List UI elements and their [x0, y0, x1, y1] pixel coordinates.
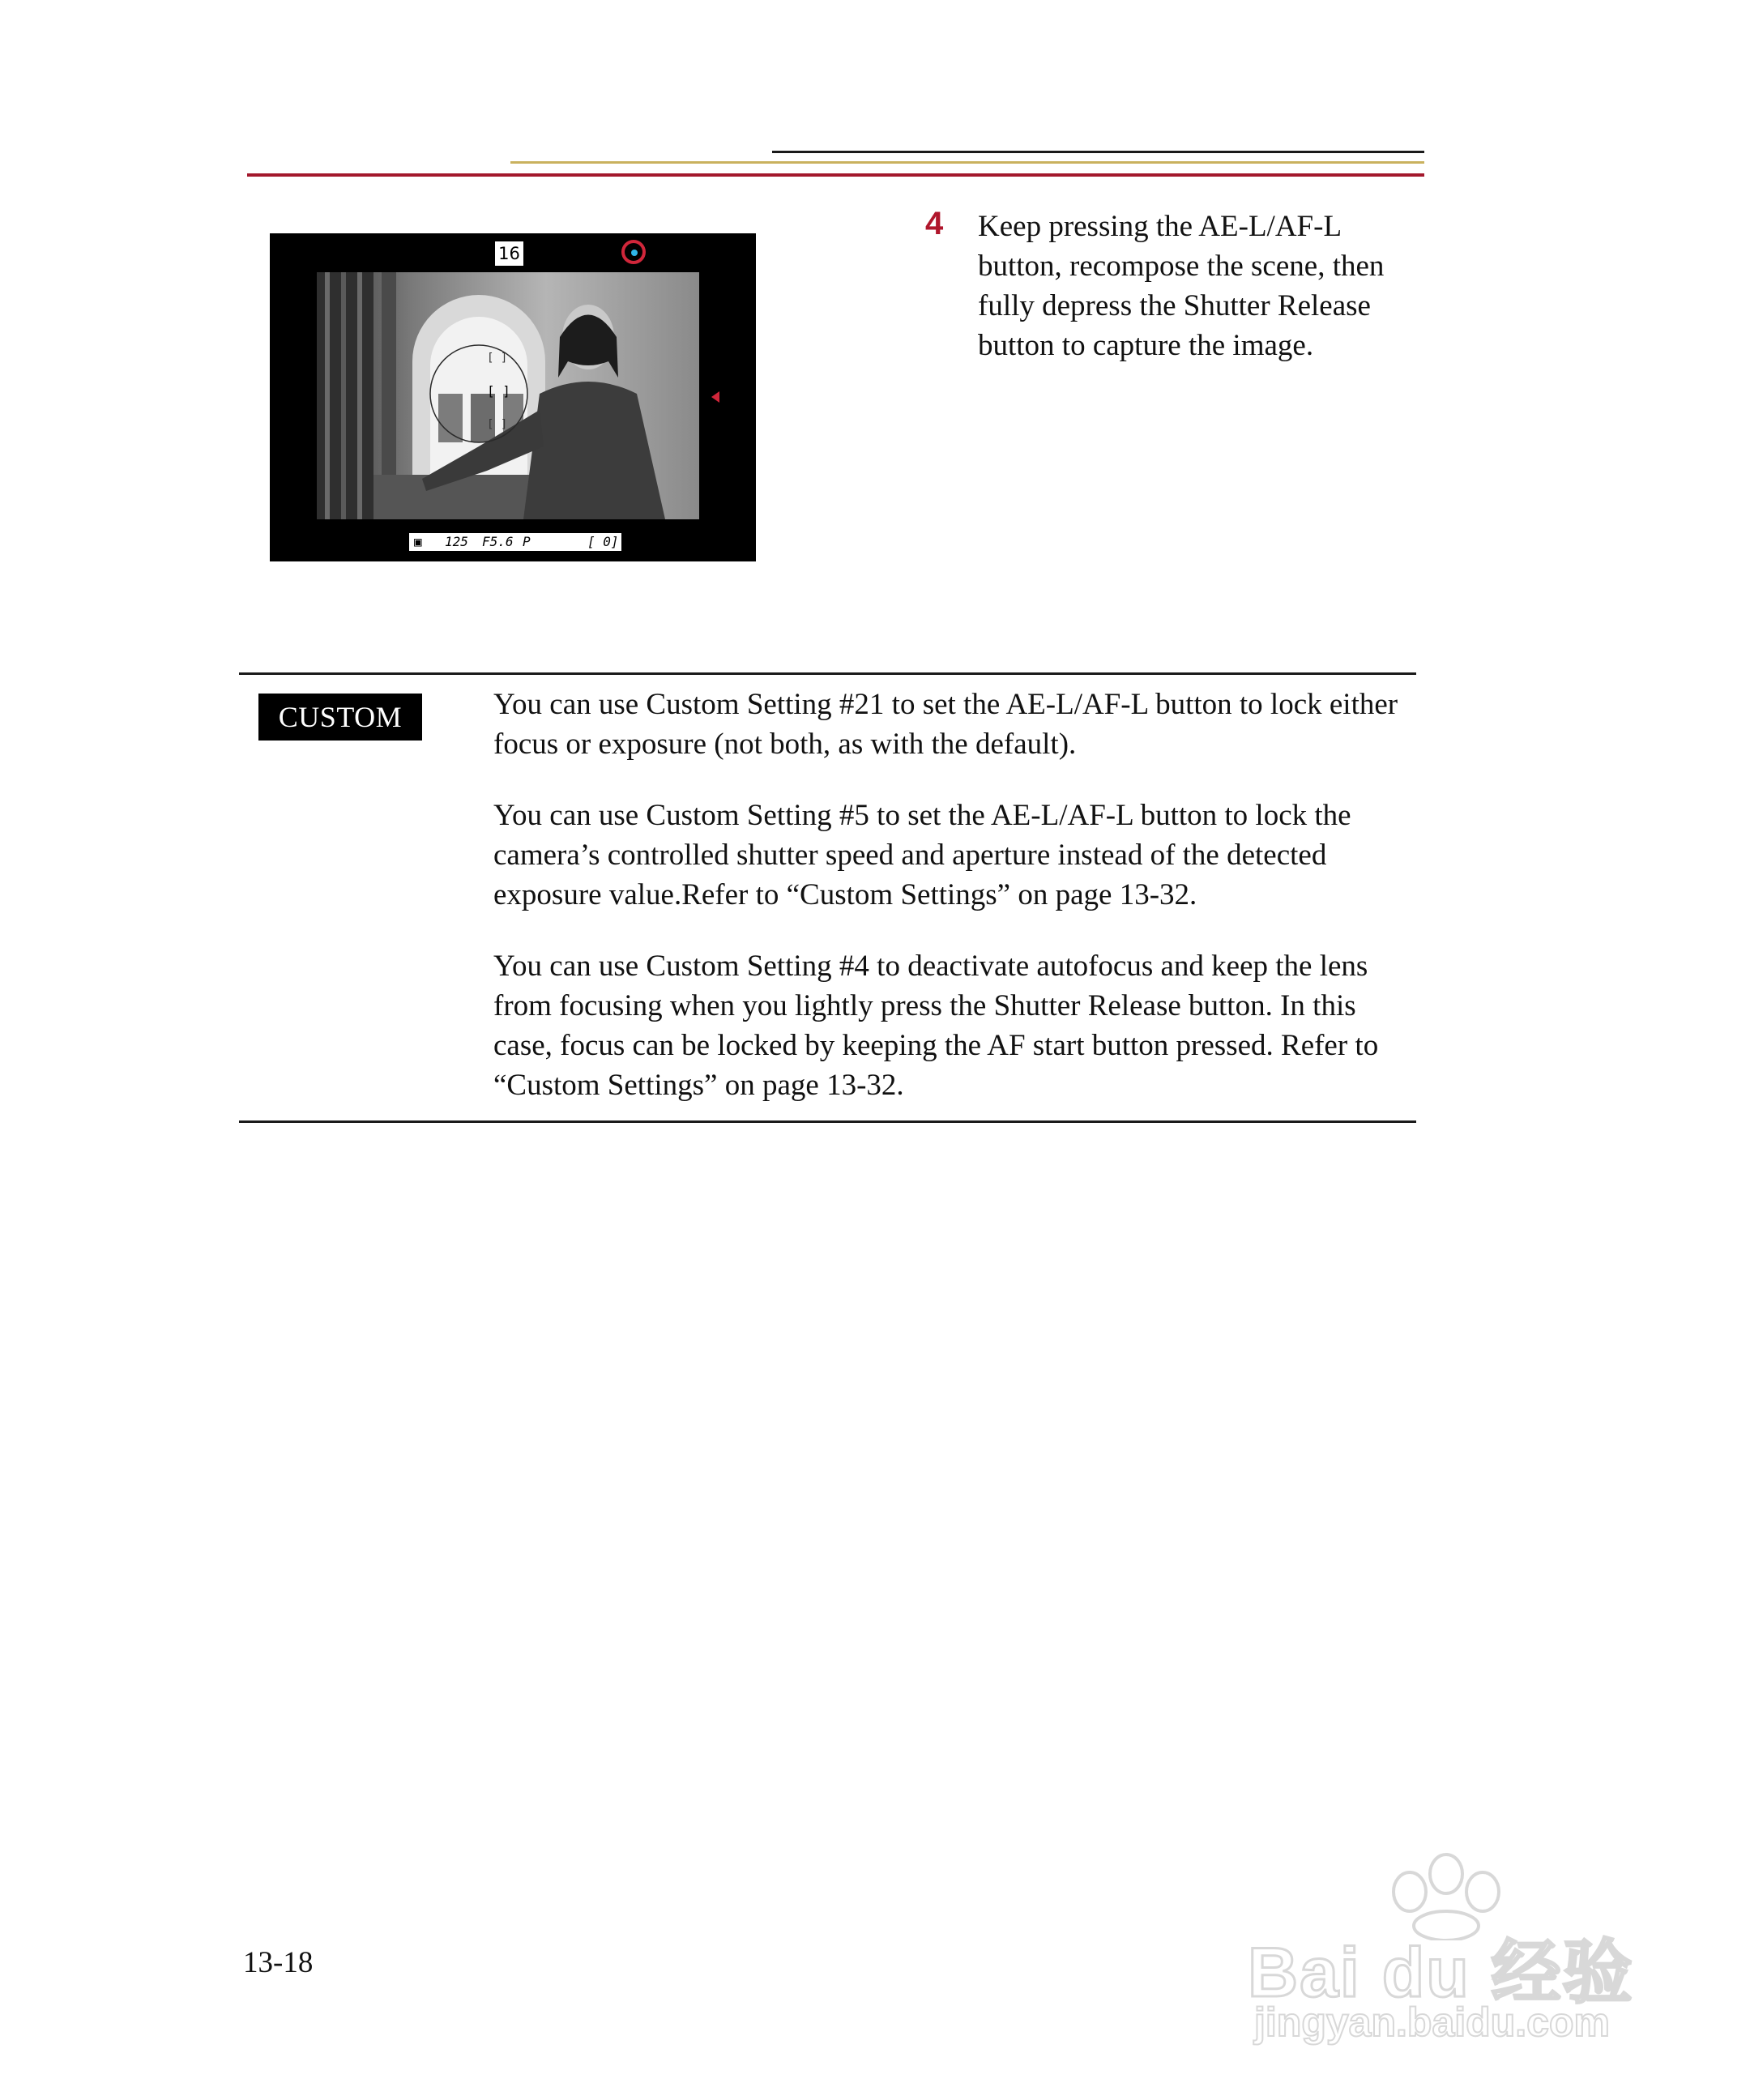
header-rule-gold [510, 161, 1424, 164]
note-paragraph: You can use Custom Setting #4 to deactivate autofocus and keep the lens from focusing when you lightly press the Shutter Release button. In this case, focus can be locked by keeping the AF start button pressed. Refer to “Custom Settings” on page 13-32. [493, 950, 1379, 1102]
watermark-logo [1248, 1851, 1669, 2046]
page-number: 13-18 [243, 1946, 314, 1979]
note-paragraph: You can use Custom Setting #5 to set the AE-L/AF-L button to lock the camera’s controlled shutter speed and aperture instead of the detected exposure value.Refer to “Custom Settings” on page 13-32. [493, 799, 1351, 911]
viewfinder-photo [317, 272, 699, 519]
aperture-readout: F5.6 [482, 534, 514, 549]
exposure-mode-readout: P [523, 534, 531, 549]
viewfinder-illustration [270, 233, 756, 561]
step-number: 4 [925, 206, 944, 241]
shutter-speed-readout: 125 [445, 534, 468, 549]
step-text: Keep pressing the AE-L/AF-L button, recompose the scene, then fully depress the Shutter Release button to capture the image. [978, 210, 1385, 362]
custom-tag: CUSTOM [258, 694, 422, 741]
svg-text:[ ]: [ ] [487, 383, 510, 399]
watermark-url: jingyan.baidu.com [1254, 2000, 1610, 2045]
red-arrow-icon [711, 391, 719, 403]
custom-note-box [239, 672, 1416, 1123]
viewfinder-status-bar [409, 533, 621, 551]
note-paragraph: You can use Custom Setting #21 to set the AE-L/AF-L button to lock either focus or exposure (not both, as with the default). [493, 688, 1398, 761]
metering-icon: ▣ [414, 534, 422, 549]
note-body [493, 685, 1409, 1137]
frame-count-display: 16 [495, 241, 523, 266]
svg-text:[ ]: [ ] [487, 418, 508, 431]
svg-text:[ ]: [ ] [487, 352, 508, 365]
remaining-shots-readout: [ 0] [587, 534, 619, 549]
watermark-brand: Bai du 经验 [1248, 1934, 1634, 2012]
header-rule-black [772, 151, 1424, 153]
focus-indicator-icon [621, 240, 646, 264]
header-rule-red [247, 173, 1424, 177]
